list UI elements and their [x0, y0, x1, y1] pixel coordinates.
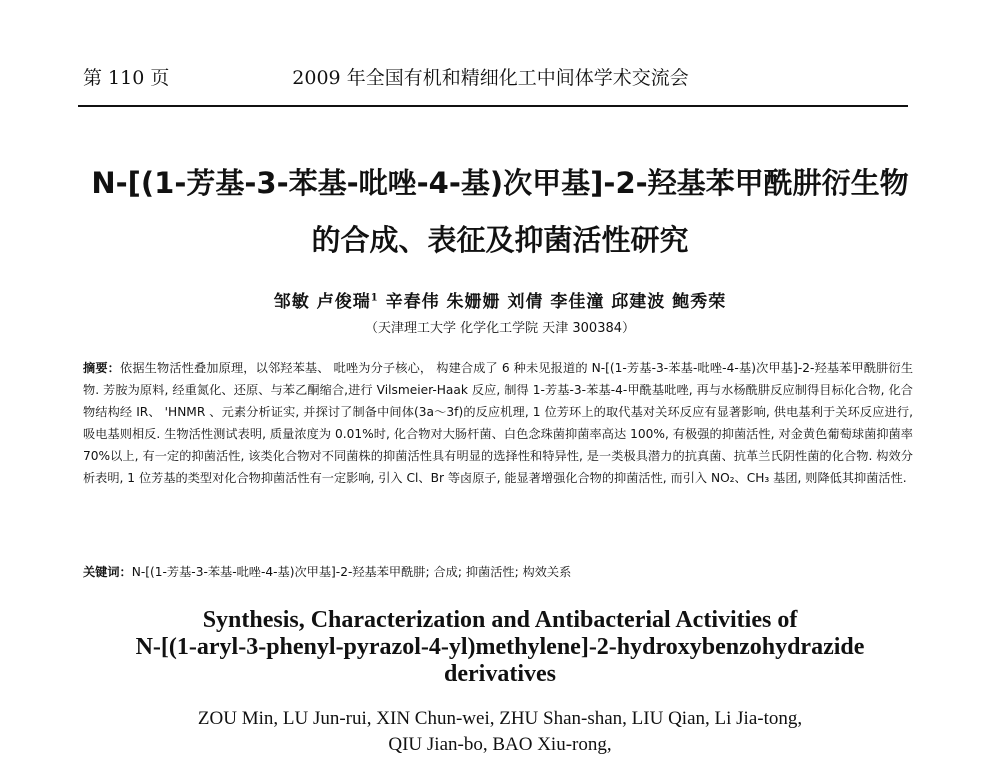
english-authors-line-2: QIU Jian-bo, BAO Xiu-rong, [388, 734, 612, 755]
english-authors-line-1: ZOU Min, LU Jun-rui, XIN Chun-wei, ZHU Shan-shan, LIU Qian, Li Jia-tong, [197, 708, 803, 729]
conference-name: 2009 年全国有机和精细化工中间体学术交流会 [292, 67, 689, 89]
english-title-line-2: N-[(1-aryl-3-phenyl-pyrazol-4-yl)methylene]-2-hydroxybenzohydrazide [135, 634, 865, 660]
chinese-title-line-2: 的合成、表征及抑菌活性研究 [311, 223, 689, 257]
author-superscript: 1 [370, 292, 379, 304]
author-rest: 辛春伟 朱姗姗 刘倩 李佳潼 邱建波 鲍秀荣 [385, 292, 727, 312]
header-rule [78, 105, 908, 107]
keywords-label: 关键词： [83, 565, 132, 579]
page-number: 第 110 页 [83, 67, 170, 89]
author-first: 邹敏 [273, 292, 310, 312]
abstract-block [83, 357, 913, 489]
keywords-text: N-[(1-芳基-3-苯基-吡唑-4-基)次甲基]-2-羟基苯甲酰肼; 合成; 抑菌活性; 构效关系 [131, 565, 572, 579]
chinese-title [60, 155, 940, 269]
chinese-title-line-1: N-[(1-芳基-3-苯基-吡唑-4-基)次甲基]-2-羟基苯甲酰肼衍生物 [91, 166, 909, 200]
keywords-block [83, 563, 913, 580]
running-header [73, 63, 908, 93]
chinese-affiliation: （天津理工大学 化学化工学院 天津 300384） [364, 321, 636, 336]
english-title-line-3: derivatives [444, 661, 556, 687]
author-second: 卢俊瑞 [316, 292, 371, 312]
english-title-line-1: Synthesis, Characterization and Antibacterial Activities of [202, 607, 798, 633]
chinese-authors [0, 287, 1000, 312]
abstract-text: 依据生物活性叠加原理，以邻羟苯基、 吡唑为分子核心， 构建合成了 6 种未见报道的 N-[(1-芳基-3-苯基-吡唑-4-基)次甲基]-2-羟基苯甲酰肼衍生物. 芳胺为原料, 经重氮化、还原、与苯乙酮缩合,进行 Vilsmeier-Haak 反应, 制得 1-芳基-3-苯基-4-甲酰基吡唑, 再与水杨酰肼反应制得目标化合物, 化合物结构经 IR、 'HNMR 、元素分析证实, 并探讨了制备中间体(3a～3f)的反应机理, 1 位芳环上的取代基对关环反应有显著影响, 供电基利于关环反应进行, 吸电基则相反. 生物活性测试表明, 质量浓度为 0.01%时, 化合物对大肠杆菌、白色念珠菌抑菌率高达 100%, 有极强的抑菌活性, 对金黄色葡萄球菌抑菌率 70%以上, 有一定的抑菌活性, 该类化合物对不同菌株的抑菌活性具有明显的选择性和特异性, 是一类极具潜力的抗真菌、抗革兰氏阴性菌的化合物. 构效分析表明, 1 位芳基的类型对化合物抑菌活性有一定影响, 引入 Cl、Br 等卤原子, 能显著增强化合物的抑菌活性, 而引入 NO₂、CH₃ 基团, 则降低其抑菌活性. [83, 361, 914, 485]
english-authors [0, 706, 1000, 758]
english-title [80, 607, 920, 688]
abstract-label: 摘要： [83, 361, 120, 375]
